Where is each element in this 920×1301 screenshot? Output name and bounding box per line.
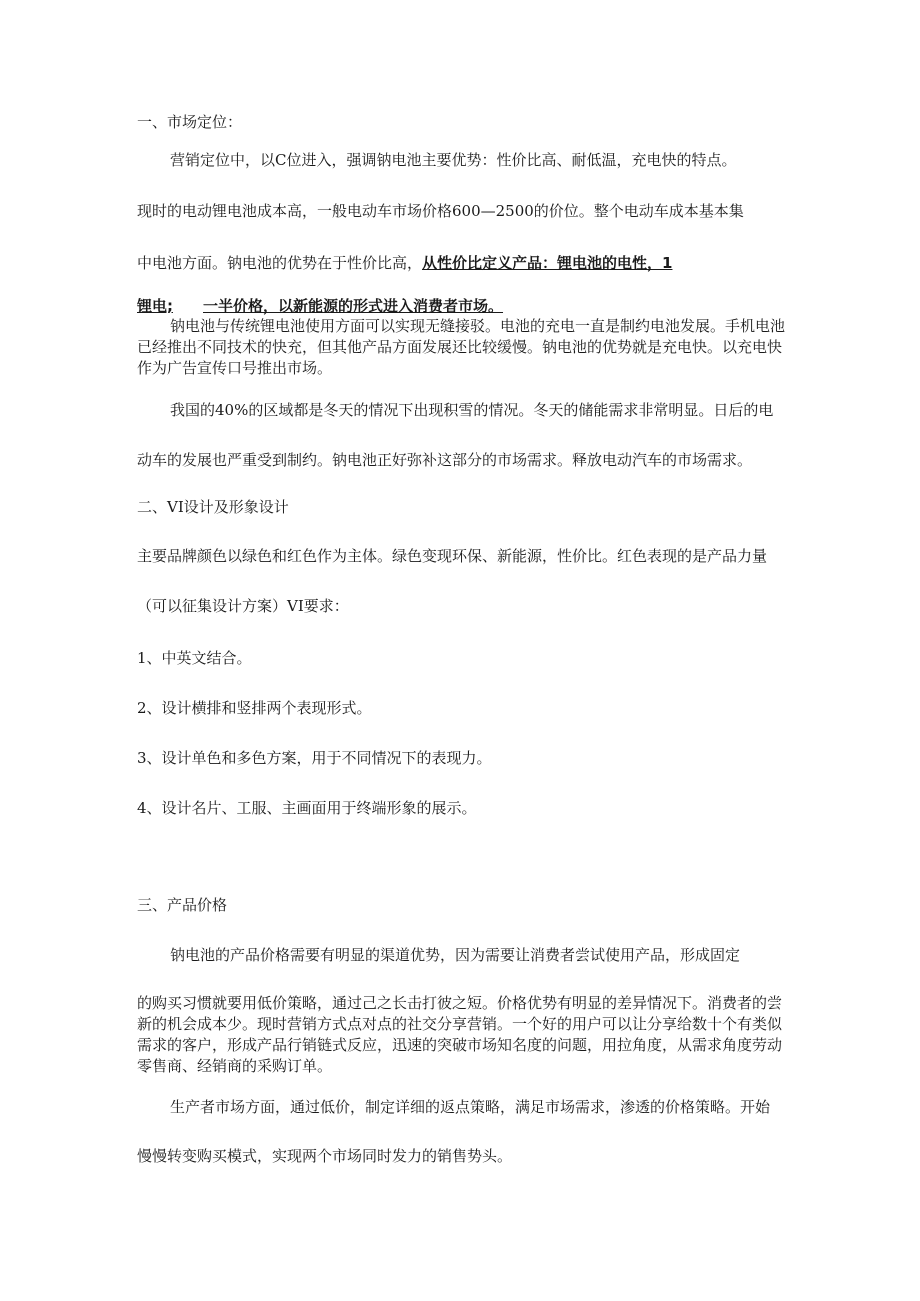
list-item: 3、设计单色和多色方案，用于不同情况下的表现力。: [137, 749, 492, 767]
paragraph-line: [137, 253, 672, 273]
paragraph-line: （可以征集设计方案）VI要求：: [137, 597, 349, 615]
list-item: 2、设计横排和竖排两个表现形式。: [137, 699, 372, 717]
list-item: 1、中英文结合。: [137, 649, 252, 667]
section-3-heading: 三、产品价格: [137, 896, 228, 914]
paragraph-line: 我国的40%的区域都是冬天的情况下出现积雪的情况。冬天的储能需求非常明显。日后的电: [170, 401, 774, 419]
paragraph-line: 生产者市场方面，通过低价，制定详细的返点策略，满足市场需求，渗透的价格策略。开始: [170, 1098, 771, 1116]
paragraph-line: 动车的发展也严重受到制约。钠电池正好弥补这部分的市场需求。释放电动汽车的市场需求。: [137, 451, 753, 469]
paragraph-line: 钠电池的产品价格需要有明显的渠道优势，因为需要让消费者尝试使用产品，形成固定: [170, 946, 741, 964]
emphasized-text: 从性价比定义产品：锂电池的电性，1: [422, 254, 673, 272]
emphasized-text: 一半价格，以新能源的形式进入消费者市场。: [203, 297, 504, 315]
section-1-heading: 一、市场定位：: [137, 113, 243, 131]
paragraph-line: 现时的电动锂电池成本高，一般电动车市场价格600—2500的价位。整个电动车成本基本集: [137, 202, 744, 220]
section-2-heading: 二、VI设计及形象设计: [137, 498, 289, 516]
emphasized-text: 锂电;: [137, 297, 173, 315]
paragraph: 的购买习惯就要用低价策略，通过己之长击打彼之短。价格优势有明显的差异情况下。消费者的尝新的机会成本少。现时营销方式点对点的社交分享营销。一个好的用户可以让分享给数十个有类似需求的客户，形成产品行销链式反应，迅速的突破市场知名度的问题，用拉角度，从需求角度劳动零售商、经销商的采购订单。: [137, 994, 783, 1075]
paragraph-line: 营销定位中，以C位进入，强调钠电池主要优势：性价比高、耐低温，充电快的特点。: [170, 151, 737, 169]
paragraph: 钠电池与传统锂电池使用方面可以实现无缝接驳。电池的充电一直是制约电池发展。手机电池已经推出不同技术的快充，但其他产品方面发展还比较缓慢。钠电池的优势就是充电快。以充电快作为广告宣传口号推出市场。: [137, 317, 786, 377]
paragraph-line: [137, 296, 503, 316]
list-item: 4、设计名片、工服、主画面用于终端形象的展示。: [137, 799, 477, 817]
paragraph-line: 慢慢转变购买模式，实现两个市场同时发力的销售势头。: [137, 1147, 513, 1165]
plain-text: 中电池方面。钠电池的优势在于性价比高，: [137, 254, 423, 272]
paragraph-line: 主要品牌颜色以绿色和红色作为主体。绿色变现环保、新能源，性价比。红色表现的是产品力量: [137, 547, 768, 565]
